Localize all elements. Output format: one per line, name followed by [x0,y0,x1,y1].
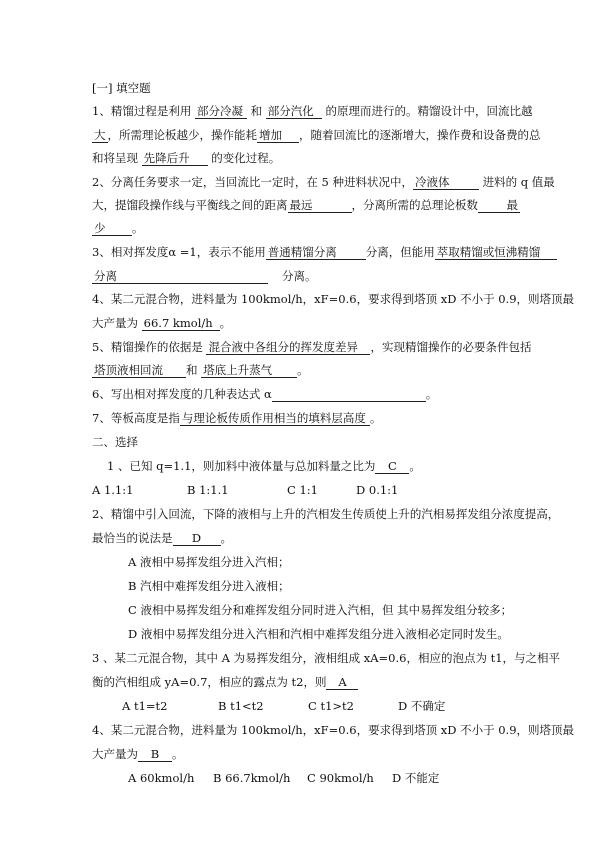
c1-option-b: B 1:1.1 [187,483,229,497]
c3-answer: A [326,675,358,690]
q1-blank-1: 部分冷凝 [195,104,247,119]
c1-stem: 1 、已知 q=1.1，则加料中液体量与总加料量之比为 C 。 [107,459,421,473]
q2-blank-3: 最 [478,198,520,213]
c3-option-b: B t1<t2 [218,699,264,713]
q1-line-1: 1、精馏过程是利用 部分冷凝 和 部分汽化 的原理而进行的。精馏设计中，回流比越 [92,104,533,118]
c4-option-b: B 66.7kmol/h [213,771,291,785]
c1-option-c: C 1:1 [287,483,318,497]
q2-blank-2: 最远 [288,198,352,213]
q2-blank-1: 冷液体 [413,175,479,190]
c2-stem-line-1: 2、精馏中引入回流，下降的液相与上升的汽相发生传质使上升的汽相易挥发组分浓度提高， [92,507,560,521]
q1-blank-3: 大 [94,128,106,142]
q5-line-2: 塔顶液相回流 和 塔底上升蒸气 。 [94,363,309,377]
c4-stem-line-2: 大产量为 B 。 [92,747,184,761]
q3-blank-2: 萃取精馏或恒沸精馏 [435,245,557,260]
c2-option-d: D 液相中易挥发组分进入汽相和汽相中难挥发组分进入液相必定同时发生。 [128,627,509,641]
q3-line-1: 3、相对挥发度α =1，表示不能用 普通精馏分离 分离，但能用 萃取精馏或恒沸精馏 [92,244,557,260]
section-title-fill-blank: [一] 填空题 [92,81,151,95]
c4-answer: B [138,747,172,762]
q3-line-2: 分离 分离。 [94,269,317,283]
c2-stem-line-2: 最恰当的说法是 D 。 [92,531,232,545]
q7-line: 7、等板高度是指 与理论板传质作用相当的填料层高度 。 [92,411,382,425]
q4-line-2: 大产量为 66.7 kmol/h 。 [92,316,232,330]
c3-stem-line-2: 衡的汽相组成 yA=0.7，相应的露点为 t2，则 A [92,674,358,690]
q4-blank-1: 66.7 kmol/h [142,316,220,331]
q6-blank-1 [272,387,426,402]
c4-option-d: D 不能定 [392,771,440,785]
q1-blank-2: 部分汽化 [266,104,322,119]
q1-line-3: 和将呈现 先降后升 的变化过程。 [92,151,281,165]
c3-option-c: C t1>t2 [308,699,354,713]
q2-line-1: 2、分离任务要求一定，当回流比一定时，在 5 种进料状况中， 冷液体 进料的 q 值最 [92,175,555,189]
c4-stem-line-1: 4、某二元混合物，进料量为 100kmol/h，xF=0.6，要求得到塔顶 xD 不小于 0.9，则塔顶最 [92,723,575,737]
q1-blank-5: 先降后升 [142,151,208,166]
c2-option-a: A 液相中易挥发组分进入汽相； [128,555,290,569]
q4-line-1: 4、某二元混合物，进料量为 100kmol/h，xF=0.6，要求得到塔顶 xD 不小于 0.9，则塔顶最 [92,292,575,306]
q5-line-1: 5、精馏操作的依据是 混合液中各组分的挥发度差异 ，实现精馏操作的必要条件包括 [92,340,532,354]
c3-option-a: A t1=t2 [122,699,168,713]
c4-option-c: C 90kmol/h [307,771,374,785]
c2-option-b: B 汽相中难挥发组分进入液相； [128,579,290,593]
c2-option-c: C 液相中易挥发组分和难挥发组分同时进入汽相，但 其中易挥发组分较多； [128,603,513,617]
section-title-choice: 二、选择 [92,435,138,449]
c1-option-a: A 1.1:1 [92,483,134,497]
c1-answer: C [375,459,409,474]
q5-blank-1: 混合液中各组分的挥发度差异 [206,340,370,355]
c4-option-a: A 60kmol/h [128,771,195,785]
q3-blank-3: 分离 [92,269,268,284]
q3-blank-1: 普通精馏分离 [266,245,366,260]
c2-answer: D [173,531,221,546]
q1-blank-4: 增加 [257,128,299,143]
q1-line-2: 大 ，所需理论板越少，操作能耗 增加 ，随着回流比的逐渐增大，操作费和设备费的总 [94,128,541,142]
c3-option-d: D 不确定 [398,699,446,713]
q5-blank-3: 塔底上升蒸气 [201,363,297,378]
q2-line-2: 大，提馏段操作线与平衡线之间的距离 最远 ，分离所需的总理论板数 最 [92,198,518,212]
q2-blank-4: 少 [92,221,132,236]
q7-blank-1: 与理论板传质作用相当的填料层高度 [180,411,370,426]
c3-stem-line-1: 3 、某二元混合物，其中 A 为易挥发组分，液相组成 xA=0.6，相应的泡点为 t1，与之相平 [92,651,561,665]
q5-blank-2: 塔顶液相回流 [92,363,186,378]
q2-line-3: 少 。 [94,221,144,235]
q6-line: 6、写出相对挥发度的几种表达式 α 。 [92,387,438,401]
c1-option-d: D 0.1:1 [356,483,399,497]
